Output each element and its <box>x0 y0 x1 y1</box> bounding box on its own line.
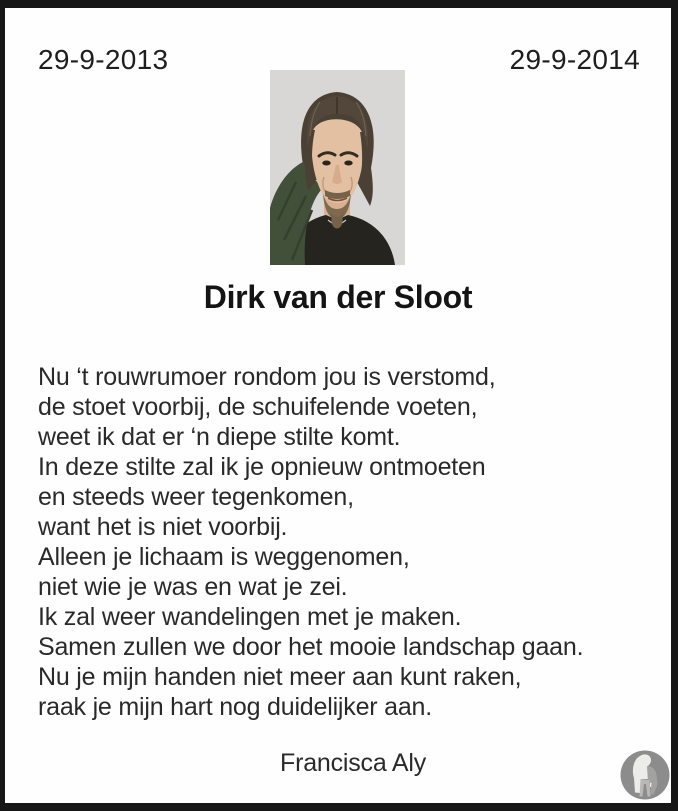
poem-line: en steeds weer tegenkomen, <box>38 483 354 511</box>
embracing-figures-icon <box>619 749 671 801</box>
poem-line: want het is niet voorbij. <box>38 513 288 541</box>
poem-line: In deze stilte zal ik je opnieuw ontmoeten <box>38 453 486 481</box>
deceased-name: Dirk van der Sloot <box>203 279 473 315</box>
poem-line: Samen zullen we door het mooie landschap gaan. <box>38 633 584 661</box>
poem-author: Francisca Aly <box>280 749 427 777</box>
date-end: 29-9-2014 <box>509 44 640 75</box>
poem-line: de stoet voorbij, de schuifelende voeten, <box>38 393 478 421</box>
poem-line: niet wie je was en wat je zei. <box>38 573 348 601</box>
poem-line: raak je mijn hart nog duidelijker aan. <box>38 693 433 721</box>
poem-line: Ik zal weer wandelingen met je maken. <box>38 603 462 631</box>
date-start: 29-9-2013 <box>38 44 169 75</box>
portrait-photo-illustration <box>270 70 405 265</box>
memorial-embrace-logo-icon <box>619 749 671 801</box>
poem-line: weet ik dat er ‘n diepe stilte komt. <box>38 423 401 451</box>
poem-line: Nu ‘t rouwrumoer rondom jou is verstomd, <box>38 363 496 391</box>
poem-line: Nu je mijn handen niet meer aan kunt raken, <box>38 663 522 691</box>
portrait-photo <box>270 70 405 265</box>
poem-line: Alleen je lichaam is weggenomen, <box>38 543 410 571</box>
poem <box>38 362 583 722</box>
